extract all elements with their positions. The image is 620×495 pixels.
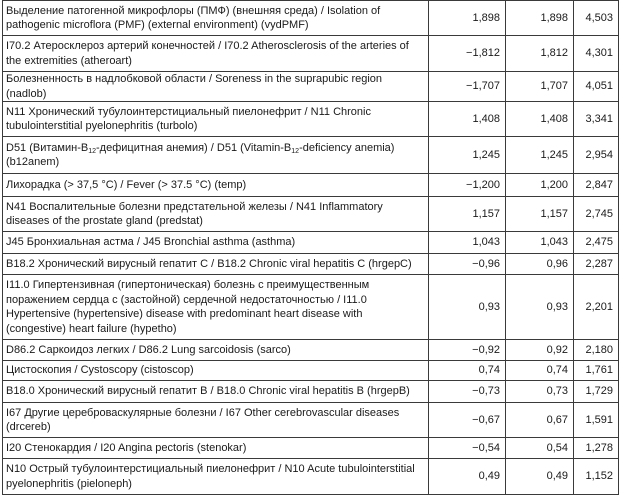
row-abs-value: 0,74 <box>506 361 574 381</box>
table-row <box>3 174 619 197</box>
row-abs-value: 1,707 <box>506 72 574 102</box>
data-table <box>2 0 619 495</box>
row-score: 1,278 <box>574 438 619 459</box>
table-row <box>3 102 619 137</box>
row-name: Цистоскопия / Cystoscopy (cistoscop) <box>3 361 429 381</box>
row-abs-value: 1,408 <box>506 102 574 137</box>
table-row <box>3 361 619 381</box>
row-name-part: D51 (Витамин-В <box>6 141 89 154</box>
row-score: 2,954 <box>574 137 619 174</box>
row-name-part: -дефицитная анемия) / D51 (Vitamin-B <box>96 141 292 154</box>
row-value: 1,245 <box>429 137 506 174</box>
row-score: 1,761 <box>574 361 619 381</box>
table-row <box>3 275 619 340</box>
row-name: I67 Другие цереброваскулярные болезни / I67 Other cerebrovascular diseases (drcereb) <box>3 403 429 438</box>
row-abs-value: 0,96 <box>506 254 574 275</box>
row-score: 2,475 <box>574 232 619 254</box>
row-value: −0,73 <box>429 381 506 403</box>
row-abs-value: 0,92 <box>506 340 574 361</box>
row-score: 2,180 <box>574 340 619 361</box>
table-row <box>3 459 619 495</box>
row-value: −0,92 <box>429 340 506 361</box>
row-value: 1,157 <box>429 197 506 232</box>
row-name: I20 Стенокардия / I20 Angina pectoris (stenokar) <box>3 438 429 459</box>
row-name: N10 Острый тубулоинтерстициальный пиелонефрит / N10 Acute tubulointerstitial pyelonephritis (pieloneph) <box>3 459 429 495</box>
row-name: B18.0 Хронический вирусный гепатит В / B18.0 Chronic viral hepatitis B (hrgepB) <box>3 381 429 403</box>
row-name: N41 Воспалительные болезни предстательной железы / N41 Inflammatory diseases of the prostate gland (predstat) <box>3 197 429 232</box>
row-value: −1,812 <box>429 36 506 72</box>
table-row <box>3 197 619 232</box>
table-row <box>3 254 619 275</box>
row-abs-value: 1,245 <box>506 137 574 174</box>
row-abs-value: 0,93 <box>506 275 574 340</box>
row-name: I11.0 Гипертензивная (гипертоническая) болезнь с преимущественным поражением сердца с (застойной) сердечной недостаточностью / I11.0 Hypertensive (hypertensive) disease with predominant heart disease with (congestive) heart failure (hypetho) <box>3 275 429 340</box>
row-abs-value: 1,157 <box>506 197 574 232</box>
row-abs-value: 1,043 <box>506 232 574 254</box>
row-name <box>3 137 429 174</box>
table-row <box>3 1 619 36</box>
row-value: −0,67 <box>429 403 506 438</box>
row-name: J45 Бронхиальная астма / J45 Bronchial asthma (asthma) <box>3 232 429 254</box>
row-score: 1,152 <box>574 459 619 495</box>
row-value: 1,408 <box>429 102 506 137</box>
table-row <box>3 340 619 361</box>
row-score: 2,201 <box>574 275 619 340</box>
table-row <box>3 438 619 459</box>
row-name-part: -deficiency anemia) (b12anem) <box>6 141 395 168</box>
row-score: 1,591 <box>574 403 619 438</box>
row-value: 1,898 <box>429 1 506 36</box>
row-value: 0,49 <box>429 459 506 495</box>
table-row <box>3 36 619 72</box>
row-abs-value: 0,67 <box>506 403 574 438</box>
row-value: −1,200 <box>429 174 506 197</box>
row-score: 2,287 <box>574 254 619 275</box>
table-row <box>3 137 619 174</box>
row-value: −1,707 <box>429 72 506 102</box>
row-value: 0,93 <box>429 275 506 340</box>
row-abs-value: 0,49 <box>506 459 574 495</box>
row-score: 4,503 <box>574 1 619 36</box>
row-name: N11 Хронический тубулоинтерстициальный пиелонефрит / N11 Chronic tubulointerstitial pyelonephritis (turbolo) <box>3 102 429 137</box>
row-name: Выделение патогенной микрофлоры (ПМФ) (внешняя среда) / Isolation of pathogenic microflora (PMF) (external environment) (vydPMF) <box>3 1 429 36</box>
row-score: 4,051 <box>574 72 619 102</box>
table-row <box>3 72 619 102</box>
row-name: B18.2 Хронический вирусный гепатит С / B18.2 Chronic viral hepatitis C (hrgepC) <box>3 254 429 275</box>
table-row <box>3 232 619 254</box>
table-row <box>3 403 619 438</box>
row-abs-value: 0,54 <box>506 438 574 459</box>
row-value: 0,74 <box>429 361 506 381</box>
row-abs-value: 1,200 <box>506 174 574 197</box>
row-name: Болезненность в надлобковой области / Soreness in the suprapubic region (nadlob) <box>3 72 429 102</box>
row-score: 2,745 <box>574 197 619 232</box>
table-row <box>3 381 619 403</box>
row-score: 2,847 <box>574 174 619 197</box>
row-value: −0,54 <box>429 438 506 459</box>
row-name: I70.2 Атеросклероз артерий конечностей / I70.2 Atherosclerosis of the arteries of the extremities (atheroart) <box>3 36 429 72</box>
row-value: 1,043 <box>429 232 506 254</box>
row-abs-value: 1,898 <box>506 1 574 36</box>
row-value: −0,96 <box>429 254 506 275</box>
row-score: 3,341 <box>574 102 619 137</box>
subscript: 12 <box>88 147 96 155</box>
row-name: D86.2 Саркоидоз легких / D86.2 Lung sarcoidosis (sarco) <box>3 340 429 361</box>
row-score: 4,301 <box>574 36 619 72</box>
row-abs-value: 1,812 <box>506 36 574 72</box>
row-name: Лихорадка (> 37,5 °C) / Fever (> 37.5 °C) (temp) <box>3 174 429 197</box>
subscript: 12 <box>291 147 300 155</box>
row-score: 1,729 <box>574 381 619 403</box>
row-abs-value: 0,73 <box>506 381 574 403</box>
